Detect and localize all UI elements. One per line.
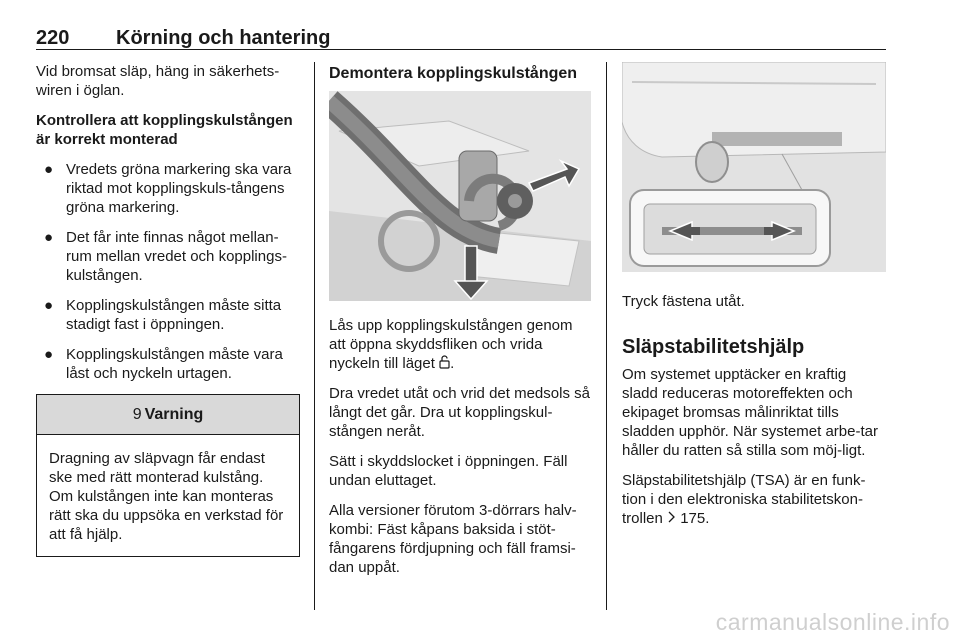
warning-text: Dragning av släpvagn får endast ske med rätt monterad kulstång. Om kulstången inte kan monteras rätt ska du uppsöka en verkstad för att få hjälp.	[49, 450, 284, 543]
intro-paragraph: Vid bromsat släp, häng in säkerhets-wiren i öglan.	[36, 63, 280, 99]
list-item: ● Kopplingskulstången måste vara låst och nyckeln urtagen.	[44, 346, 283, 382]
column-divider-1	[314, 62, 315, 610]
column-divider-2	[606, 62, 607, 610]
pull-paragraph: Dra vredet utåt och vrid det medsols så långt det går. Dra ut kopplingskul-stången neråt.	[329, 385, 590, 440]
bullet-icon: ●	[44, 229, 54, 246]
bullet-icon: ●	[44, 346, 54, 363]
towbar-removal-illustration	[329, 91, 591, 301]
page-reference-link[interactable]: 175.	[680, 510, 710, 527]
column-2	[329, 62, 591, 588]
section-heading: Demontera kopplingskulstången	[329, 65, 578, 82]
list-item: ● Vredets gröna markering ska vara riktad mot kopplingskuls-tångens gröna markering.	[44, 161, 292, 216]
tsa-paragraph-2: Släpstabilitetshjälp (TSA) är en funk-tion i den elektroniska stabilitetskon-trollen 175.	[622, 472, 866, 527]
cover-paragraph: Sätt i skyddslocket i öppningen. Fäll undan eluttaget.	[329, 453, 568, 489]
header-rule	[36, 49, 886, 50]
bullet-icon: ●	[44, 297, 54, 314]
bumper-cover-illustration	[622, 62, 886, 272]
unlock-paragraph: Lås upp kopplingskulstången genom att öppna skyddsfliken och vrida nyckeln till läget .	[329, 317, 573, 372]
tsa-heading: Släpstabilitetshjälp	[622, 336, 805, 358]
chapter-title: Körning och hantering	[116, 27, 331, 49]
warning-header	[37, 395, 299, 435]
page-number: 220	[36, 27, 70, 49]
bullet-icon: ●	[44, 161, 54, 178]
list-item: ● Det får inte finnas något mellan-rum mellan vredet och kopplings-kulstången.	[44, 229, 287, 284]
column-1	[36, 62, 300, 557]
check-heading: Kontrollera att kopplingskulstången är korrekt monterad	[36, 112, 293, 148]
figure-caption: Tryck fästena utåt.	[622, 293, 745, 310]
watermark: carmanualsonline.info	[715, 609, 950, 635]
column-3	[622, 62, 886, 539]
page-reference-icon	[667, 511, 676, 523]
tsa-paragraph-1: Om systemet upptäcker en kraftig sladd reduceras motoreffekten och ekipaget bromsas målinriktat tills sladden upphör. När systemet arbe-tar håller du ratten så stilla som möj-ligt.	[622, 366, 878, 459]
check-list	[36, 160, 300, 383]
warning-box	[36, 394, 300, 557]
warning-title: Varning	[144, 406, 204, 423]
warning-icon: 9	[132, 406, 142, 423]
list-item: ● Kopplingskulstången måste sitta stadigt fast i öppningen.	[44, 297, 282, 333]
versions-paragraph: Alla versioner förutom 3-dörrars halv-kombi: Fäst kåpans baksida i stöt-fångarens fördjupning och fäll framsi-dan uppåt.	[329, 502, 577, 576]
unlocked-padlock-icon	[439, 355, 450, 369]
